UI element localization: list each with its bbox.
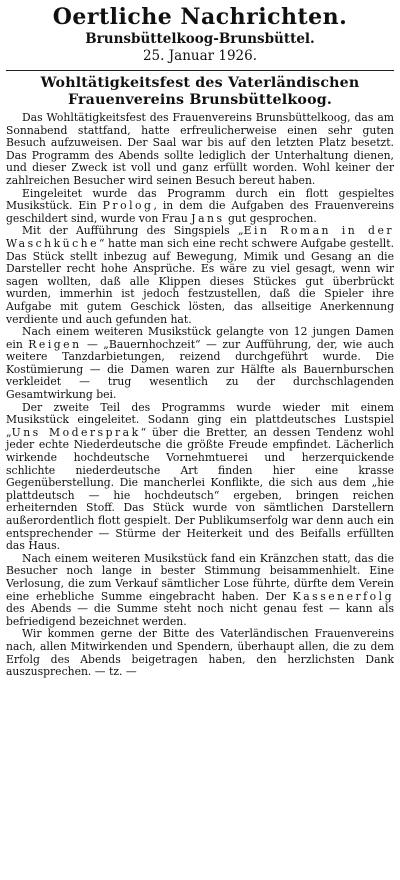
section-header: [6, 4, 394, 64]
article-title-line-1: Wohltätigkeitsfest des Vaterländischen: [40, 75, 360, 91]
divider: [6, 70, 394, 71]
spaced-text-name: Jans: [191, 211, 225, 225]
text: “ über die Bretter, an dessen Tendenz wohl jeder echte Niederdeutsche die größte Freude empfindet. Lächerlich wirkende hochdeutsche Vornehmtuerei und herzerquickende schlichte niederdeutsche Art finden hier eine krasse Gegenüberstellung. Die mancherlei Konflikte, die sich aus dem „hie plattdeutsch — hie hochdeutsch“ ergeben, bringen reichen erheiternden Stoff. Das Stück wurde von sämtlichen Darstellern außerordentlich flott gespielt. Der Publikumserfolg war denn auch ein entsprechender — Stürme der Heiterkeit und des Beifalls erfüllten das Haus.: [6, 425, 395, 553]
spaced-text-kassenerfolg: Kassenerfolg: [292, 589, 394, 603]
location-line: Brunsbüttelkoog-Brunsbüttel.: [85, 31, 315, 47]
article-body: [6, 112, 394, 679]
text: Nach einem weiteren Musikstück fand ein Kränzchen statt, das die Besucher noch lange in bester Stimmung beisammenhielt. Eine Verlosung, die zum Verkauf sämtlicher Lose führte, dürfte dem Verein eine erhebliche Summe eingebracht haben. Der: [6, 551, 394, 603]
article-title-line-2: Frauenvereins Brunsbüttelkoog.: [67, 92, 332, 108]
paragraph-1: Das Wohltätigkeitsfest des Frauenvereins Brunsbüttelkoog, das am Sonnabend stattfand, hatte erfreulicherweise einen sehr guten Besuch aufzuweisen. Der Saal war bis auf den letzten Platz besetzt. Das Programm des Abends sollte lediglich der Unterhaltung dienen, und dieser Zweck ist voll und ganz erfüllt worden. Wohl keiner der zahlreichen Besucher wird seinen Besuch bereut haben.: [6, 111, 394, 187]
text: “ hatte man sich eine recht schwere Aufgabe gestellt. Das Stück stellt inbezug auf Bewegung, Mimik und Gesang an die Darsteller recht hohe Ansprüche. Es wäre zu viel gesagt, wenn wir sagen wollten, daß alle Klippen dieses Stückes gut überbrückt wurden, immerhin ist jedoch festzustellen, daß die Spieler ihre Aufgabe mit gutem Geschick lösten, das allseitige Anerkennung verdiente und auch gefunden hat.: [6, 236, 394, 326]
paragraph-6: [6, 553, 394, 629]
spaced-text-play-title: Ein Roman in der Waschküche: [6, 224, 395, 250]
spaced-text-prolog: Prolog: [102, 199, 154, 213]
paragraph-2: [6, 188, 394, 226]
text: gut gesprochen.: [224, 211, 317, 225]
paragraph-5: [6, 402, 394, 553]
text: , in dem die Aufgaben des Frauenvereins geschildert sind, wurde von Frau: [6, 199, 394, 225]
text: Wir kommen gerne der Bitte des Vaterländischen Frauenvereins nach, allen Mitwirkenden und Spendern, überhaupt allen, die zu dem Erfolg des Abends beigetragen haben, den herzlichsten Dank auszusprechen.: [6, 627, 394, 679]
article-title: [6, 75, 394, 109]
text: — „Bauernhochzeit“ — zur Aufführung, der, wie auch weitere Tanzdarbietungen, reizend durchgeführt wurde. Die Kostümierung — die Damen waren zur Hälfte als Bauernburschen verkleidet — trug wesentlich zu der durchschlagenden Gesamtwirkung bei.: [6, 337, 395, 402]
date-line: 25. Januar 1926.: [142, 48, 258, 64]
text: Der zweite Teil des Programms wurde wieder mit einem Musikstück eingeleitet. Sodann ging ein plattdeutsches Lustspiel „: [6, 400, 394, 439]
text: des Abends — die Summe steht noch nicht genau fest — kann als befriedigend bezeichnet werden.: [6, 602, 394, 628]
text: Eingeleitet wurde das Programm durch ein flott gespieltes Musikstück. Ein: [6, 186, 394, 213]
text: Nach einem weiteren Musikstück gelangte von 12 jungen Damen ein: [6, 325, 394, 351]
text: Mit der Aufführung des Singspiels „: [22, 224, 244, 238]
spaced-text-comedy-title: Uns Modersprak: [11, 425, 141, 439]
spaced-text-reigen: Reigen: [28, 337, 82, 351]
paragraph-3: [6, 225, 394, 326]
paragraph-4: [6, 326, 394, 402]
author-signature: — tz. —: [94, 665, 137, 679]
paragraph-7: [6, 628, 394, 678]
section-title: Oertliche Nachrichten.: [52, 4, 348, 30]
